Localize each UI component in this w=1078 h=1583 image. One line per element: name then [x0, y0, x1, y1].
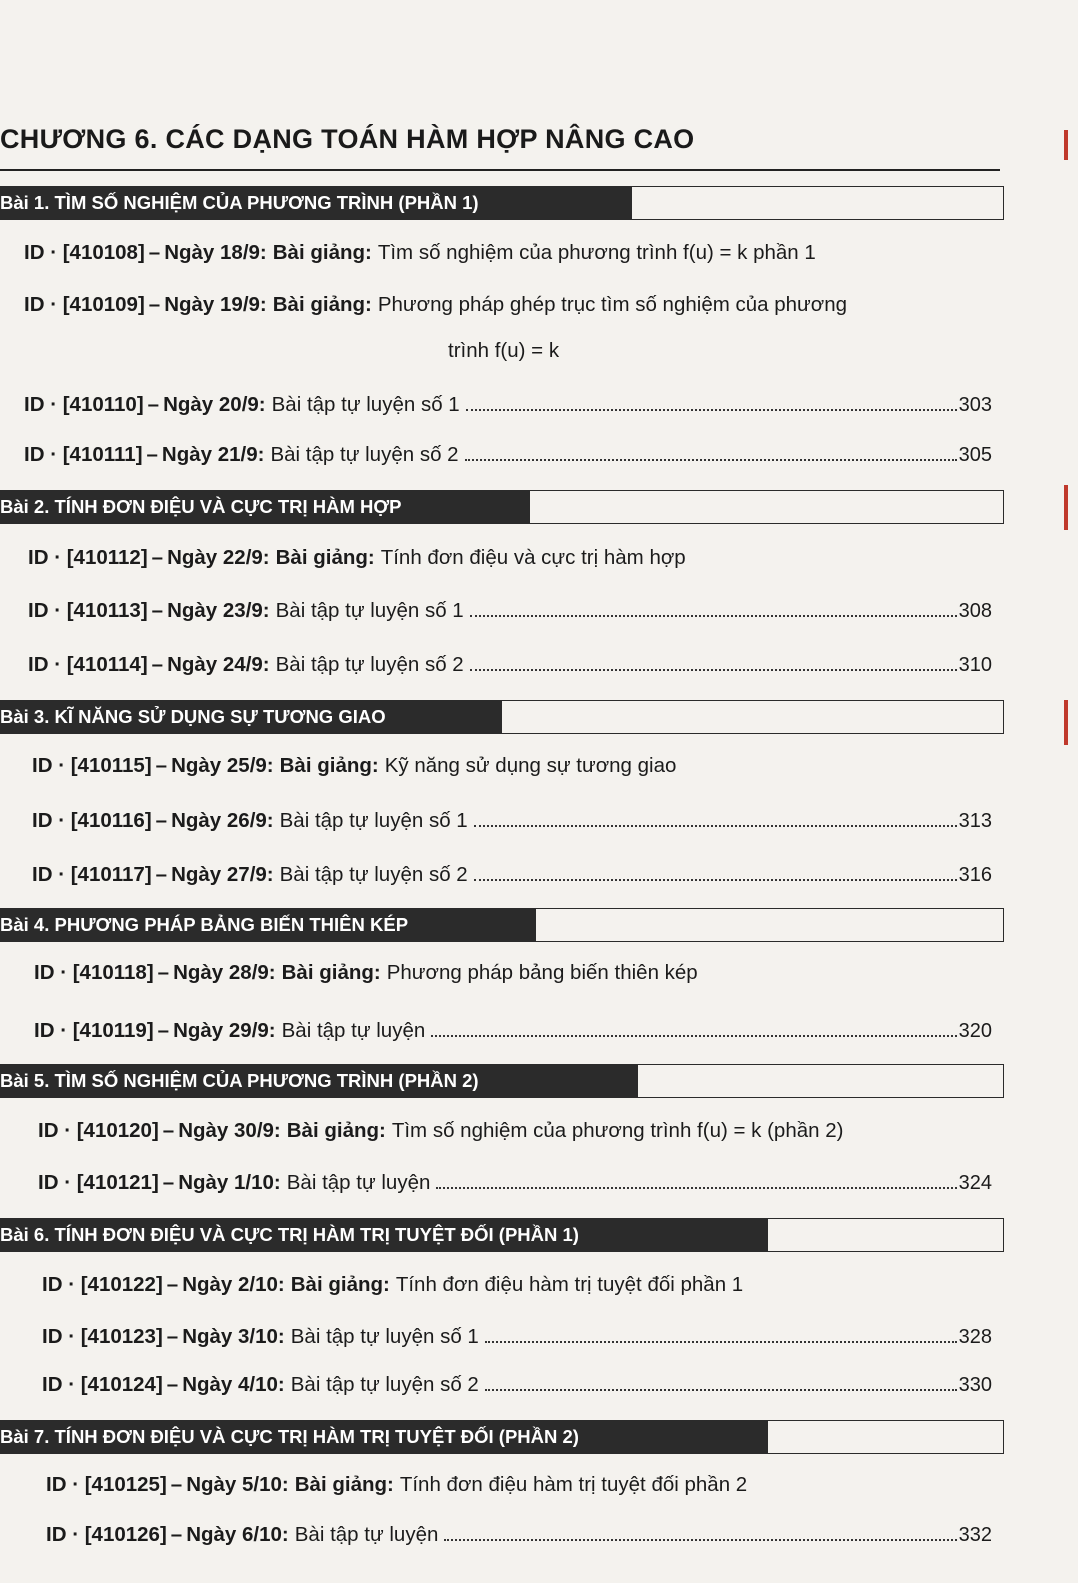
section-header — [0, 908, 1004, 942]
lesson-id: ID · [410111] — [24, 443, 143, 466]
chapter-divider — [0, 169, 1000, 171]
page-number: 316 — [958, 864, 992, 886]
section-frame — [494, 700, 1004, 734]
lesson-title: Tính đơn điệu hàm trị tuyệt đối phần 1 — [395, 1273, 744, 1296]
lesson-id: ID · [410120] — [38, 1119, 159, 1142]
dot-leader — [431, 1035, 956, 1037]
dash-separator: – — [162, 1171, 175, 1194]
page-number: 320 — [958, 1020, 992, 1042]
lesson-date: Ngày 21/9: — [161, 443, 265, 466]
lesson-date: Ngày 27/9: — [171, 863, 274, 886]
chapter-title: CHƯƠNG 6. CÁC DẠNG TOÁN HÀM HỢP NÂNG CAO — [0, 124, 695, 154]
dot-leader — [470, 615, 957, 617]
page-number: 310 — [958, 654, 992, 676]
toc-entry[interactable] — [24, 290, 992, 320]
dash-separator: – — [166, 1273, 179, 1296]
lesson-date: Ngày 20/9: — [163, 393, 266, 416]
toc-entry[interactable] — [42, 1322, 992, 1352]
dash-separator: – — [146, 443, 158, 466]
dot-leader — [465, 459, 957, 461]
lesson-title: Bài tập tự luyện số 2 — [290, 1373, 479, 1396]
lesson-title: Bài tập tự luyện — [286, 1171, 431, 1194]
section-title: Bài 2. TÍNH ĐƠN ĐIỆU VÀ CỰC TRỊ HÀM HỢP — [0, 490, 530, 524]
lesson-kind: Bài giảng: — [290, 1273, 390, 1296]
lesson-title: Bài tập tự luyện số 2 — [279, 863, 468, 886]
section-title: Bài 3. KĨ NĂNG SỬ DỤNG SỰ TƯƠNG GIAO — [0, 700, 502, 734]
section-title: Bài 7. TÍNH ĐƠN ĐIỆU VÀ CỰC TRỊ HÀM TRỊ TUYỆT ĐỐI (PHẦN 2) — [0, 1420, 768, 1454]
section-frame — [528, 908, 1004, 942]
lesson-date: Ngày 30/9: — [178, 1119, 281, 1142]
lesson-kind: Bài giảng: — [279, 754, 379, 777]
section-header — [0, 186, 1004, 220]
toc-entry[interactable] — [24, 440, 992, 470]
lesson-title: Phương pháp ghép trục tìm số nghiệm của phương — [377, 293, 848, 316]
section-header — [0, 490, 1004, 524]
lesson-title: Bài tập tự luyện — [281, 1019, 426, 1042]
dot-leader — [470, 669, 957, 671]
dash-separator: – — [157, 961, 170, 984]
toc-entry[interactable] — [24, 238, 992, 268]
toc-entry[interactable] — [46, 1520, 992, 1550]
page-edge-mark — [1064, 485, 1068, 530]
lesson-date: Ngày 28/9: — [173, 961, 276, 984]
toc-entry[interactable] — [34, 1016, 992, 1046]
lesson-title-continuation: trình f(u) = k — [448, 339, 560, 362]
lesson-title: Bài tập tự luyện số 2 — [270, 443, 459, 466]
lesson-id: ID · [410125] — [46, 1473, 167, 1496]
toc-entry[interactable] — [38, 1116, 992, 1146]
lesson-title: Tìm số nghiệm của phương trình f(u) = k (phần 2) — [391, 1119, 844, 1142]
page-number: 330 — [958, 1374, 992, 1396]
section-title: Bài 1. TÌM SỐ NGHIỆM CỦA PHƯƠNG TRÌNH (PHẦN 1) — [0, 186, 632, 220]
lesson-date: Ngày 18/9: — [164, 241, 267, 264]
lesson-title: Phương pháp bảng biến thiên kép — [386, 961, 698, 984]
toc-entry[interactable] — [38, 1168, 992, 1198]
section-header — [0, 700, 1004, 734]
lesson-kind: Bài giảng: — [272, 293, 372, 316]
lesson-id: ID · [410108] — [24, 241, 145, 264]
dash-separator: – — [151, 599, 164, 622]
lesson-title: Bài tập tự luyện số 1 — [279, 809, 468, 832]
toc-entry[interactable] — [28, 596, 992, 626]
lesson-title: Kỹ năng sử dụng sự tương giao — [384, 754, 677, 777]
toc-entry[interactable] — [32, 806, 992, 836]
section-frame — [760, 1420, 1004, 1454]
lesson-id: ID · [410115] — [32, 754, 152, 777]
dot-leader — [474, 825, 957, 827]
dash-separator: – — [170, 1473, 183, 1496]
lesson-date: Ngày 29/9: — [173, 1019, 276, 1042]
lesson-kind: Bài giảng: — [286, 1119, 386, 1142]
toc-entry[interactable] — [28, 543, 992, 573]
dash-separator: – — [166, 1373, 179, 1396]
dash-separator: – — [155, 863, 168, 886]
lesson-date: Ngày 19/9: — [164, 293, 267, 316]
toc-entry[interactable] — [34, 958, 992, 988]
page-number: 305 — [958, 444, 992, 466]
lesson-date: Ngày 3/10: — [182, 1325, 285, 1348]
lesson-date: Ngày 2/10: — [182, 1273, 285, 1296]
dash-separator: – — [151, 546, 164, 569]
toc-entry[interactable] — [42, 1370, 992, 1400]
section-frame — [624, 186, 1004, 220]
dash-separator: – — [148, 241, 161, 264]
lesson-date: Ngày 1/10: — [178, 1171, 281, 1194]
lesson-id: ID · [410117] — [32, 863, 152, 886]
page-number: 308 — [958, 600, 992, 622]
dash-separator: – — [155, 754, 168, 777]
lesson-id: ID · [410126] — [46, 1523, 167, 1546]
lesson-id: ID · [410116] — [32, 809, 152, 832]
section-title: Bài 6. TÍNH ĐƠN ĐIỆU VÀ CỰC TRỊ HÀM TRỊ TUYỆT ĐỐI (PHẦN 1) — [0, 1218, 768, 1252]
dot-leader — [444, 1539, 956, 1541]
section-header — [0, 1218, 1004, 1252]
toc-entry[interactable] — [32, 751, 992, 781]
lesson-kind: Bài giảng: — [294, 1473, 394, 1496]
dash-separator: – — [170, 1523, 183, 1546]
page-number: 324 — [958, 1172, 992, 1194]
lesson-date: Ngày 25/9: — [171, 754, 274, 777]
section-header — [0, 1420, 1004, 1454]
lesson-id: ID · [410113] — [28, 599, 148, 622]
lesson-title: Bài tập tự luyện — [294, 1523, 439, 1546]
lesson-date: Ngày 5/10: — [186, 1473, 289, 1496]
lesson-title: Bài tập tự luyện số 1 — [271, 393, 460, 416]
dot-leader — [436, 1187, 956, 1189]
dash-separator: – — [148, 293, 161, 316]
toc-entry[interactable] — [32, 860, 992, 890]
page-edge-mark — [1064, 130, 1068, 160]
toc-entry[interactable] — [24, 390, 992, 420]
lesson-title: Bài tập tự luyện số 2 — [275, 653, 464, 676]
section-title: Bài 4. PHƯƠNG PHÁP BẢNG BIẾN THIÊN KÉP — [0, 908, 536, 942]
section-frame — [760, 1218, 1004, 1252]
dash-separator: – — [162, 1119, 175, 1142]
lesson-id: ID · [410112] — [28, 546, 148, 569]
dot-leader — [485, 1389, 957, 1391]
lesson-id: ID · [410114] — [28, 653, 148, 676]
lesson-id: ID · [410124] — [42, 1373, 163, 1396]
lesson-title: Tính đơn điệu và cực trị hàm hợp — [380, 546, 686, 569]
lesson-id: ID · [410122] — [42, 1273, 163, 1296]
toc-entry[interactable] — [42, 1270, 992, 1300]
lesson-date: Ngày 24/9: — [167, 653, 270, 676]
lesson-title: Bài tập tự luyện số 1 — [275, 599, 464, 622]
lesson-kind: Bài giảng: — [281, 961, 381, 984]
page-number: 328 — [958, 1326, 992, 1348]
dash-separator: – — [166, 1325, 179, 1348]
lesson-title: Tính đơn điệu hàm trị tuyệt đối phần 2 — [399, 1473, 748, 1496]
dot-leader — [485, 1341, 957, 1343]
page-number: 313 — [958, 810, 992, 832]
lesson-title: Bài tập tự luyện số 1 — [290, 1325, 479, 1348]
section-title: Bài 5. TÌM SỐ NGHIỆM CỦA PHƯƠNG TRÌNH (PHẦN 2) — [0, 1064, 638, 1098]
section-frame — [522, 490, 1004, 524]
lesson-kind: Bài giảng: — [272, 241, 372, 264]
lesson-id: ID · [410121] — [38, 1171, 159, 1194]
dash-separator: – — [151, 653, 164, 676]
lesson-id: ID · [410110] — [24, 393, 144, 416]
lesson-id: ID · [410109] — [24, 293, 145, 316]
dash-separator: – — [157, 1019, 170, 1042]
lesson-id: ID · [410119] — [34, 1019, 154, 1042]
page-number: 303 — [958, 394, 992, 416]
toc-entry[interactable] — [46, 1470, 992, 1500]
lesson-id: ID · [410123] — [42, 1325, 163, 1348]
dot-leader — [474, 879, 957, 881]
dot-leader — [466, 409, 957, 411]
lesson-id: ID · [410118] — [34, 961, 154, 984]
lesson-title: Tìm số nghiệm của phương trình f(u) = k phần 1 — [377, 241, 816, 264]
lesson-kind: Bài giảng: — [275, 546, 375, 569]
section-header — [0, 1064, 1004, 1098]
lesson-date: Ngày 26/9: — [171, 809, 274, 832]
page-number: 332 — [958, 1524, 992, 1546]
dash-separator: – — [155, 809, 168, 832]
section-frame — [630, 1064, 1004, 1098]
toc-entry[interactable] — [28, 650, 992, 680]
lesson-date: Ngày 6/10: — [186, 1523, 289, 1546]
lesson-date: Ngày 23/9: — [167, 599, 270, 622]
dash-separator: – — [147, 393, 160, 416]
page-edge-mark — [1064, 700, 1068, 745]
lesson-date: Ngày 22/9: — [167, 546, 270, 569]
lesson-date: Ngày 4/10: — [182, 1373, 285, 1396]
